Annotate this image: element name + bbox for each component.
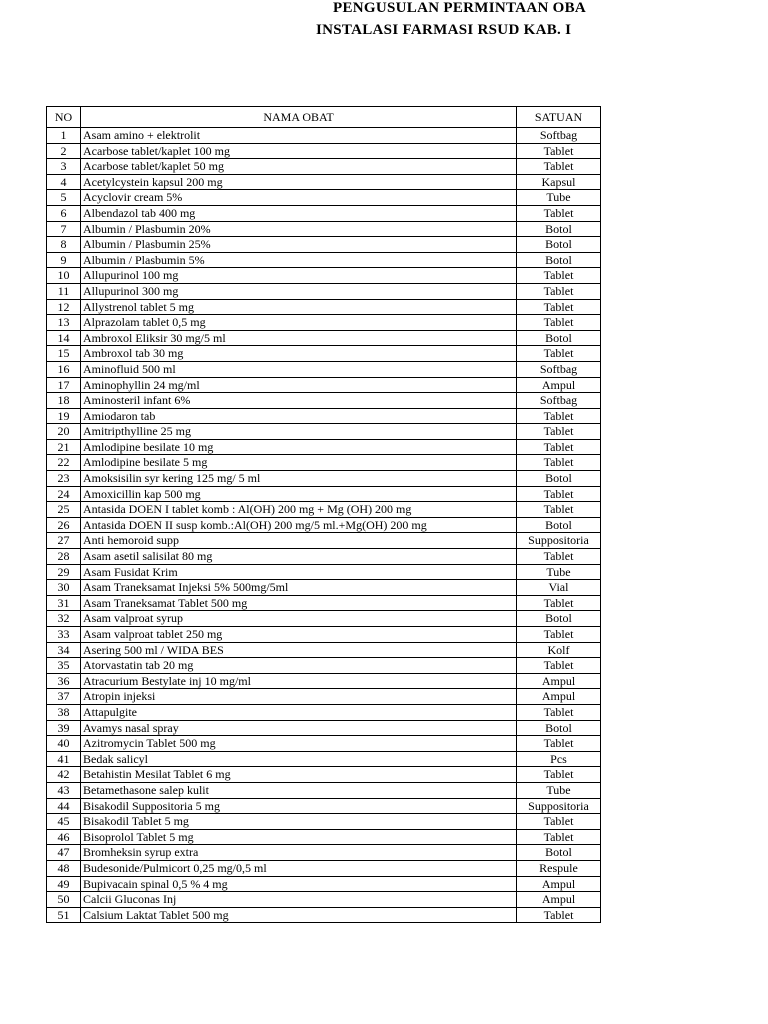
cell-no: 28 bbox=[47, 549, 81, 565]
cell-satuan: Tablet bbox=[517, 346, 601, 362]
cell-no: 6 bbox=[47, 205, 81, 221]
cell-no: 11 bbox=[47, 283, 81, 299]
document-title-line-1: PENGUSULAN PERMINTAAN OBA bbox=[333, 0, 587, 16]
table-row bbox=[47, 190, 601, 206]
cell-no: 8 bbox=[47, 237, 81, 253]
cell-satuan: Tablet bbox=[517, 502, 601, 518]
cell-nama-obat: Albumin / Plasbumin 5% bbox=[81, 252, 517, 268]
table-row bbox=[47, 221, 601, 237]
cell-satuan: Tablet bbox=[517, 658, 601, 674]
cell-satuan: Tablet bbox=[517, 424, 601, 440]
table-row bbox=[47, 330, 601, 346]
cell-no: 43 bbox=[47, 782, 81, 798]
column-header-satuan: SATUAN bbox=[517, 107, 601, 128]
table-row bbox=[47, 892, 601, 908]
table-row bbox=[47, 580, 601, 596]
table-row bbox=[47, 143, 601, 159]
table-row bbox=[47, 205, 601, 221]
table-row bbox=[47, 252, 601, 268]
table-row bbox=[47, 502, 601, 518]
cell-satuan: Tablet bbox=[517, 439, 601, 455]
cell-nama-obat: Aminofluid 500 ml bbox=[81, 361, 517, 377]
cell-satuan: Tablet bbox=[517, 143, 601, 159]
cell-no: 32 bbox=[47, 611, 81, 627]
cell-nama-obat: Bedak salicyl bbox=[81, 751, 517, 767]
table-row bbox=[47, 393, 601, 409]
table-row bbox=[47, 315, 601, 331]
table-row bbox=[47, 611, 601, 627]
cell-nama-obat: Anti hemoroid supp bbox=[81, 533, 517, 549]
cell-nama-obat: Aminosteril infant 6% bbox=[81, 393, 517, 409]
cell-no: 16 bbox=[47, 361, 81, 377]
cell-satuan: Softbag bbox=[517, 361, 601, 377]
table-row bbox=[47, 876, 601, 892]
table-row bbox=[47, 720, 601, 736]
cell-no: 25 bbox=[47, 502, 81, 518]
table-row bbox=[47, 860, 601, 876]
cell-no: 7 bbox=[47, 221, 81, 237]
cell-no: 44 bbox=[47, 798, 81, 814]
cell-nama-obat: Acetylcystein kapsul 200 mg bbox=[81, 174, 517, 190]
table-row bbox=[47, 283, 601, 299]
cell-satuan: Tube bbox=[517, 564, 601, 580]
table-row bbox=[47, 564, 601, 580]
cell-satuan: Tablet bbox=[517, 283, 601, 299]
table-row bbox=[47, 533, 601, 549]
cell-nama-obat: Atropin injeksi bbox=[81, 689, 517, 705]
cell-satuan: Botol bbox=[517, 720, 601, 736]
table-row bbox=[47, 595, 601, 611]
table-row bbox=[47, 782, 601, 798]
cell-nama-obat: Betamethasone salep kulit bbox=[81, 782, 517, 798]
table-row bbox=[47, 237, 601, 253]
table-row bbox=[47, 767, 601, 783]
table-row bbox=[47, 174, 601, 190]
cell-nama-obat: Aminophyllin 24 mg/ml bbox=[81, 377, 517, 393]
cell-no: 49 bbox=[47, 876, 81, 892]
table-header-row bbox=[47, 107, 601, 128]
cell-no: 18 bbox=[47, 393, 81, 409]
table-row bbox=[47, 268, 601, 284]
cell-nama-obat: Albumin / Plasbumin 25% bbox=[81, 237, 517, 253]
cell-no: 39 bbox=[47, 720, 81, 736]
cell-no: 46 bbox=[47, 829, 81, 845]
cell-satuan: Softbag bbox=[517, 128, 601, 144]
cell-no: 35 bbox=[47, 658, 81, 674]
cell-satuan: Pcs bbox=[517, 751, 601, 767]
table-row bbox=[47, 377, 601, 393]
cell-nama-obat: Albendazol tab 400 mg bbox=[81, 205, 517, 221]
cell-satuan: Tablet bbox=[517, 767, 601, 783]
cell-nama-obat: Budesonide/Pulmicort 0,25 mg/0,5 ml bbox=[81, 860, 517, 876]
cell-satuan: Tube bbox=[517, 782, 601, 798]
cell-nama-obat: Atracurium Bestylate inj 10 mg/ml bbox=[81, 673, 517, 689]
table-row bbox=[47, 471, 601, 487]
cell-satuan: Suppositoria bbox=[517, 798, 601, 814]
cell-no: 40 bbox=[47, 736, 81, 752]
table-row bbox=[47, 658, 601, 674]
cell-nama-obat: Bupivacain spinal 0,5 % 4 mg bbox=[81, 876, 517, 892]
table-row bbox=[47, 408, 601, 424]
cell-nama-obat: Asam amino + elektrolit bbox=[81, 128, 517, 144]
cell-no: 31 bbox=[47, 595, 81, 611]
cell-nama-obat: Amitripthylline 25 mg bbox=[81, 424, 517, 440]
cell-nama-obat: Allupurinol 300 mg bbox=[81, 283, 517, 299]
table-row bbox=[47, 361, 601, 377]
cell-no: 13 bbox=[47, 315, 81, 331]
cell-satuan: Tablet bbox=[517, 299, 601, 315]
cell-no: 14 bbox=[47, 330, 81, 346]
cell-no: 2 bbox=[47, 143, 81, 159]
table-row bbox=[47, 689, 601, 705]
table-row bbox=[47, 642, 601, 658]
cell-no: 10 bbox=[47, 268, 81, 284]
cell-satuan: Tablet bbox=[517, 205, 601, 221]
cell-satuan: Ampul bbox=[517, 892, 601, 908]
cell-satuan: Tablet bbox=[517, 486, 601, 502]
table-row bbox=[47, 517, 601, 533]
cell-no: 33 bbox=[47, 627, 81, 643]
cell-no: 22 bbox=[47, 455, 81, 471]
cell-satuan: Tablet bbox=[517, 704, 601, 720]
cell-no: 19 bbox=[47, 408, 81, 424]
table-row bbox=[47, 673, 601, 689]
cell-satuan: Vial bbox=[517, 580, 601, 596]
table-row bbox=[47, 751, 601, 767]
table-row bbox=[47, 455, 601, 471]
table-row bbox=[47, 159, 601, 175]
table-row bbox=[47, 299, 601, 315]
cell-satuan: Tube bbox=[517, 190, 601, 206]
table-row bbox=[47, 549, 601, 565]
cell-nama-obat: Azitromycin Tablet 500 mg bbox=[81, 736, 517, 752]
cell-satuan: Botol bbox=[517, 517, 601, 533]
drug-request-table bbox=[46, 106, 601, 923]
cell-satuan: Ampul bbox=[517, 377, 601, 393]
cell-no: 51 bbox=[47, 907, 81, 923]
cell-satuan: Tablet bbox=[517, 549, 601, 565]
cell-satuan: Botol bbox=[517, 252, 601, 268]
cell-nama-obat: Avamys nasal spray bbox=[81, 720, 517, 736]
cell-satuan: Botol bbox=[517, 845, 601, 861]
cell-nama-obat: Amlodipine besilate 10 mg bbox=[81, 439, 517, 455]
cell-no: 48 bbox=[47, 860, 81, 876]
cell-nama-obat: Amoxicillin kap 500 mg bbox=[81, 486, 517, 502]
cell-nama-obat: Antasida DOEN I tablet komb : Al(OH) 200 mg + Mg (OH) 200 mg bbox=[81, 502, 517, 518]
table-row bbox=[47, 704, 601, 720]
cell-no: 1 bbox=[47, 128, 81, 144]
title-area bbox=[0, 0, 612, 110]
cell-no: 37 bbox=[47, 689, 81, 705]
cell-satuan: Tablet bbox=[517, 315, 601, 331]
cell-nama-obat: Alprazolam tablet 0,5 mg bbox=[81, 315, 517, 331]
table-row bbox=[47, 845, 601, 861]
cell-no: 15 bbox=[47, 346, 81, 362]
cell-satuan: Ampul bbox=[517, 673, 601, 689]
cell-no: 9 bbox=[47, 252, 81, 268]
cell-nama-obat: Asam valproat tablet 250 mg bbox=[81, 627, 517, 643]
cell-no: 5 bbox=[47, 190, 81, 206]
cell-nama-obat: Betahistin Mesilat Tablet 6 mg bbox=[81, 767, 517, 783]
cell-nama-obat: Calsium Laktat Tablet 500 mg bbox=[81, 907, 517, 923]
cell-no: 12 bbox=[47, 299, 81, 315]
cell-satuan: Tablet bbox=[517, 595, 601, 611]
table-row bbox=[47, 439, 601, 455]
table-row bbox=[47, 829, 601, 845]
cell-satuan: Tablet bbox=[517, 627, 601, 643]
cell-no: 27 bbox=[47, 533, 81, 549]
cell-nama-obat: Atorvastatin tab 20 mg bbox=[81, 658, 517, 674]
cell-no: 24 bbox=[47, 486, 81, 502]
cell-satuan: Botol bbox=[517, 611, 601, 627]
cell-nama-obat: Asering 500 ml / WIDA BES bbox=[81, 642, 517, 658]
table-row bbox=[47, 346, 601, 362]
cell-satuan: Respule bbox=[517, 860, 601, 876]
table-row bbox=[47, 486, 601, 502]
cell-no: 38 bbox=[47, 704, 81, 720]
cell-no: 17 bbox=[47, 377, 81, 393]
cell-no: 42 bbox=[47, 767, 81, 783]
cell-satuan: Tablet bbox=[517, 829, 601, 845]
cell-no: 30 bbox=[47, 580, 81, 596]
cell-no: 21 bbox=[47, 439, 81, 455]
cell-nama-obat: Bisakodil Suppositoria 5 mg bbox=[81, 798, 517, 814]
cell-nama-obat: Asam Traneksamat Tablet 500 mg bbox=[81, 595, 517, 611]
cell-nama-obat: Asam Traneksamat Injeksi 5% 500mg/5ml bbox=[81, 580, 517, 596]
table-row bbox=[47, 907, 601, 923]
table-row bbox=[47, 798, 601, 814]
cell-nama-obat: Asam valproat syrup bbox=[81, 611, 517, 627]
cell-nama-obat: Allystrenol tablet 5 mg bbox=[81, 299, 517, 315]
cell-satuan: Botol bbox=[517, 237, 601, 253]
cell-nama-obat: Asam asetil salisilat 80 mg bbox=[81, 549, 517, 565]
cell-nama-obat: Bisoprolol Tablet 5 mg bbox=[81, 829, 517, 845]
cell-nama-obat: Calcii Gluconas Inj bbox=[81, 892, 517, 908]
cell-nama-obat: Attapulgite bbox=[81, 704, 517, 720]
cell-no: 50 bbox=[47, 892, 81, 908]
cell-satuan: Softbag bbox=[517, 393, 601, 409]
cell-satuan: Tablet bbox=[517, 159, 601, 175]
cell-nama-obat: Albumin / Plasbumin 20% bbox=[81, 221, 517, 237]
cell-no: 34 bbox=[47, 642, 81, 658]
cell-nama-obat: Acyclovir cream 5% bbox=[81, 190, 517, 206]
cell-nama-obat: Amiodaron tab bbox=[81, 408, 517, 424]
cell-nama-obat: Bisakodil Tablet 5 mg bbox=[81, 814, 517, 830]
cell-satuan: Ampul bbox=[517, 689, 601, 705]
cell-no: 36 bbox=[47, 673, 81, 689]
cell-satuan: Botol bbox=[517, 330, 601, 346]
table-row bbox=[47, 814, 601, 830]
cell-satuan: Kapsul bbox=[517, 174, 601, 190]
cell-satuan: Tablet bbox=[517, 907, 601, 923]
cell-satuan: Botol bbox=[517, 221, 601, 237]
table-row bbox=[47, 736, 601, 752]
cell-satuan: Ampul bbox=[517, 876, 601, 892]
cell-nama-obat: Allupurinol 100 mg bbox=[81, 268, 517, 284]
cell-no: 3 bbox=[47, 159, 81, 175]
cell-nama-obat: Acarbose tablet/kaplet 50 mg bbox=[81, 159, 517, 175]
table-body bbox=[47, 128, 601, 923]
cell-satuan: Botol bbox=[517, 471, 601, 487]
cell-no: 4 bbox=[47, 174, 81, 190]
cell-nama-obat: Asam Fusidat Krim bbox=[81, 564, 517, 580]
cell-no: 45 bbox=[47, 814, 81, 830]
cell-nama-obat: Bromheksin syrup extra bbox=[81, 845, 517, 861]
cell-satuan: Suppositoria bbox=[517, 533, 601, 549]
table-row bbox=[47, 424, 601, 440]
cell-no: 23 bbox=[47, 471, 81, 487]
cell-nama-obat: Antasida DOEN II susp komb.:Al(OH) 200 mg/5 ml.+Mg(OH) 200 mg bbox=[81, 517, 517, 533]
table-row bbox=[47, 128, 601, 144]
cell-no: 41 bbox=[47, 751, 81, 767]
cell-satuan: Kolf bbox=[517, 642, 601, 658]
cell-nama-obat: Acarbose tablet/kaplet 100 mg bbox=[81, 143, 517, 159]
cell-no: 47 bbox=[47, 845, 81, 861]
column-header-no: NO bbox=[47, 107, 81, 128]
cell-satuan: Tablet bbox=[517, 268, 601, 284]
cell-satuan: Tablet bbox=[517, 408, 601, 424]
cell-nama-obat: Amlodipine besilate 5 mg bbox=[81, 455, 517, 471]
cell-satuan: Tablet bbox=[517, 455, 601, 471]
cell-satuan: Tablet bbox=[517, 736, 601, 752]
cell-nama-obat: Ambroxol Eliksir 30 mg/5 ml bbox=[81, 330, 517, 346]
cell-nama-obat: Ambroxol tab 30 mg bbox=[81, 346, 517, 362]
table-row bbox=[47, 627, 601, 643]
cell-no: 20 bbox=[47, 424, 81, 440]
cell-no: 26 bbox=[47, 517, 81, 533]
document-title-line-2: INSTALASI FARMASI RSUD KAB. I bbox=[316, 22, 572, 38]
column-header-nama-obat: NAMA OBAT bbox=[81, 107, 517, 128]
cell-satuan: Tablet bbox=[517, 814, 601, 830]
cell-nama-obat: Amoksisilin syr kering 125 mg/ 5 ml bbox=[81, 471, 517, 487]
cell-no: 29 bbox=[47, 564, 81, 580]
